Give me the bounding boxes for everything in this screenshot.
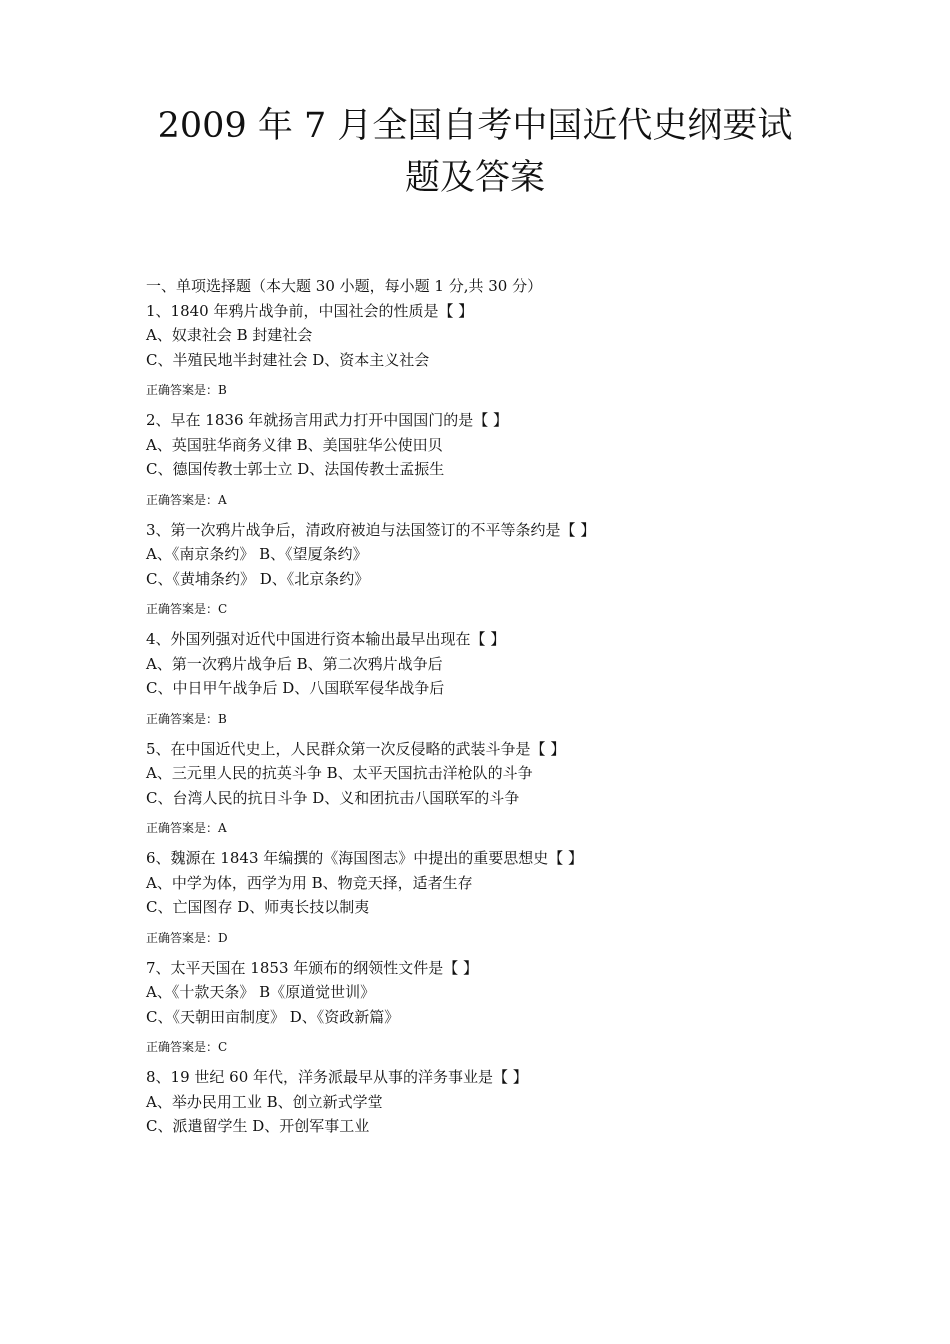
- question-text: 1、1840 年鸦片战争前，中国社会的性质是【 】: [146, 301, 474, 320]
- question-item: [146, 956, 866, 1056]
- document-title: [60, 100, 890, 204]
- question-options-ab: A、《十款天条》 B《原道觉世训》: [146, 983, 376, 1001]
- document-body: [146, 274, 866, 1139]
- question-text: 2、早在 1836 年就扬言用武力打开中国国门的是【 】: [146, 411, 509, 429]
- question-options-ab: A、中学为体，西学为用 B、物竞天择，适者生存: [146, 873, 473, 892]
- question-options-ab: A、《南京条约》 B、《望厦条约》: [146, 545, 368, 563]
- question-options-ab: A、第一次鸦片战争后 B、第二次鸦片战争后: [146, 654, 443, 673]
- question-text: 4、外国列强对近代中国进行资本输出最早出现在【 】: [146, 630, 506, 648]
- question-answer: 正确答案是：C: [146, 1040, 228, 1054]
- question-item: [146, 627, 866, 727]
- question-options-cd: C、台湾人民的抗日斗争 D、义和团抗击八国联军的斗争: [146, 788, 520, 807]
- question-item: [146, 518, 866, 618]
- question-answer: 正确答案是：A: [146, 821, 227, 835]
- question-text: 6、魏源在 1843 年编撰的《海国图志》中提出的重要思想史【 】: [146, 849, 584, 867]
- question-options-cd: C、中日甲午战争后 D、八国联军侵华战争后: [146, 679, 445, 697]
- question-item: [146, 846, 866, 946]
- question-options-cd: C、《黄埔条约》 D、《北京条约》: [146, 569, 370, 588]
- question-options-cd: C、德国传教士郭士立 D、法国传教士孟振生: [146, 460, 445, 478]
- question-item: [146, 737, 866, 837]
- question-options-cd: C、派遣留学生 D、开创军事工业: [146, 1117, 370, 1135]
- question-item: [146, 1065, 866, 1139]
- title-line-1: 2009 年 7 月全国自考中国近代史纲要试: [157, 106, 793, 146]
- question-options-cd: C、《天朝田亩制度》 D、《资政新篇》: [146, 1007, 400, 1026]
- question-item: [146, 299, 866, 399]
- question-answer: 正确答案是：C: [146, 602, 228, 616]
- question-options-ab: A、奴隶社会 B 封建社会: [146, 326, 313, 344]
- section-heading: 一、单项选择题（本大题 30 小题，每小题 1 分,共 30 分）: [146, 277, 543, 295]
- question-answer: 正确答案是：D: [146, 930, 228, 945]
- question-answer: 正确答案是：B: [146, 383, 227, 397]
- question-text: 8、19 世纪 60 年代，洋务派最早从事的洋务事业是【 】: [146, 1068, 528, 1086]
- question-text: 5、在中国近代史上，人民群众第一次反侵略的武装斗争是【 】: [146, 739, 566, 758]
- question-options-ab: A、三元里人民的抗英斗争 B、太平天国抗击洋枪队的斗争: [146, 764, 533, 782]
- question-options-ab: A、举办民用工业 B、创立新式学堂: [146, 1092, 383, 1111]
- question-item: [146, 408, 866, 508]
- question-text: 3、第一次鸦片战争后，清政府被迫与法国签订的不平等条约是【 】: [146, 520, 596, 539]
- title-line-2: 题及答案: [404, 158, 545, 198]
- question-text: 7、太平天国在 1853 年颁布的纲领性文件是【 】: [146, 958, 479, 977]
- question-options-cd: C、亡国图存 D、师夷长技以制夷: [146, 898, 370, 916]
- question-options-ab: A、英国驻华商务义律 B、美国驻华公使田贝: [146, 435, 443, 454]
- question-answer: 正确答案是：B: [146, 711, 227, 726]
- question-answer: 正确答案是：A: [146, 492, 227, 507]
- question-options-cd: C、半殖民地半封建社会 D、资本主义社会: [146, 350, 430, 369]
